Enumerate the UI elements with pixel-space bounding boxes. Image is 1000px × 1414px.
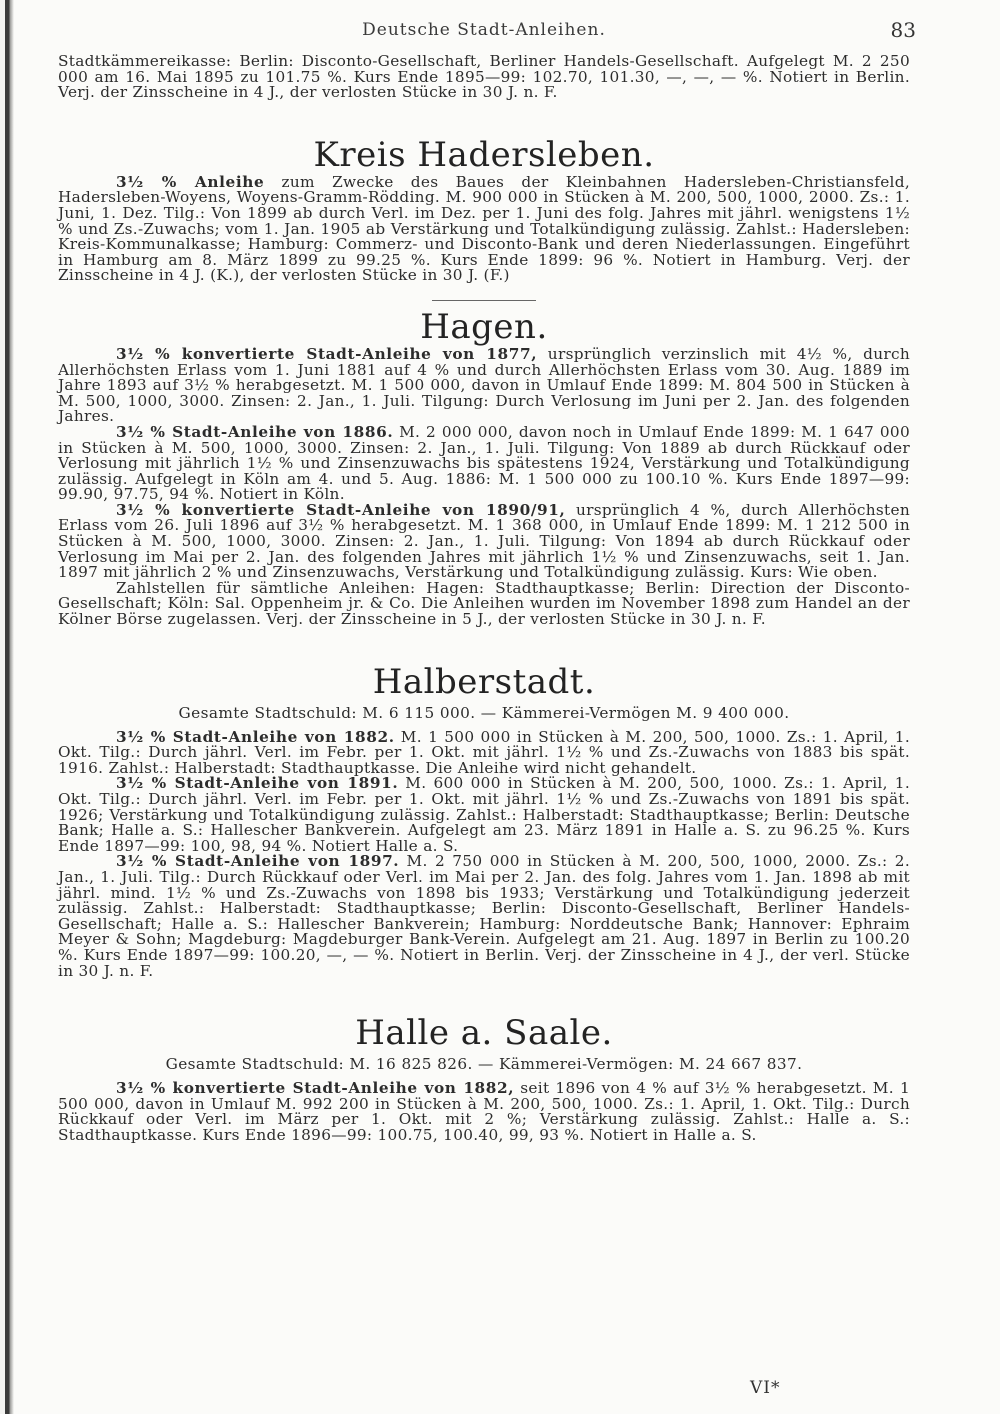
entry-text: ursprünglich 4 %, durch Allerhöchsten Erlass vom 26. Juli 1896 auf 3½ % herabgesetzt. M. 1 368 000, in Umlauf Ende 1899: M. 1 212 500 in Stücken à M. 500, 1000, 3000. Zinsen: 2. Jan., 1. Juli. Tilgung: Von 1894 ab durch Rückkauf oder Verlosung im Mai per 2. Jan. des folgenden Jahres mit jährlich 1½ % und Zinsenzuwachs, seit 1. Jan. 1897 mit jährlich 2 % und Zinsenzuwachs, Verstärkung und Totalkündigung zulässig. Kurs: Wie oben. [58, 500, 910, 582]
entry-heading: 3½ % Stadt-Anleihe von 1882. [116, 727, 395, 746]
entry-text: zum Zwecke des Baues der Kleinbahnen Hadersleben-Christiansfeld, Hadersleben-Woyens, Woyens-Gramm-Rödding. M. 900 000 in Stücken à M. 200, 500, 1000, 2000. Zs.: 1. Juni, 1. Dez. Tilg.: Von 1899 ab durch Verl. im Dez. per 1. Juni des folg. Jahres mit jährl. wenigstens 1½ % und Zs.-Zuwachs; vom 1. Jan. 1905 ab Verstärkung und Totalkündigung zulässig. Zahlst.: Hadersleben: Kreis-Kommunalkasse; Hamburg: Commerz- und Disconto-Bank und deren Niederlassungen. Eingeführt in Hamburg am 8. März 1899 zu 99.25 %. Kurs Ende 1899: 96 %. Notiert in Hamburg. Verj. der Zinsscheine in 4 J. (K.), der verlosten Stücke in 30 J. (F.) [58, 172, 910, 285]
entry-heading: 3½ % Stadt-Anleihe von 1891. [116, 774, 399, 793]
entry-paragraph [58, 776, 910, 854]
entry-text: M. 1 500 000 in Stücken à M. 200, 500, 1000. Zs.: 1. April, 1. Okt. Tilg.: Durch jährl. Verl. im Febr. per 1. Okt. mit jährl. 1½ % und Zs.-Zuwachs von 1883 bis spät. 1916. Zahlst.: Halberstadt: Stadthauptkasse. Die Anleihe wird nicht gehandelt. [58, 727, 910, 777]
entry-heading: 3½ % Stadt-Anleihe von 1897. [116, 852, 400, 871]
entry-paragraph [58, 172, 910, 285]
entry-heading: 3½ % Stadt-Anleihe von 1886. [116, 422, 394, 441]
entry-text: M. 2 750 000 in Stücken à M. 200, 500, 1000, 2000. Zs.: 2. Jan., 1. Juli. Tilg.: Durch Rückkauf oder Verl. im Mai per 2. Jan. des folg. Jahres vom 1. Jan. 1898 ab mit jährl. mind. 1½ % und Zs.-Zuwachs von 1898 bis 1933; Verstärkung und Totalkündigung jederzeit zulässig. Zahlst.: Halberstadt: Stadthauptkasse; Berlin: Disconto-Gesellschaft, Berliner Handels-Gesellschaft; Halle a. S.: Hallescher Bankverein; Hamburg: Norddeutsche Bank; Hannover: Ephraim Meyer & Sohn; Magdeburg: Magdeburger Bank-Verein. Aufgelegt am 21. Aug. 1897 in Berlin zu 100.20 %. Kurs Ende 1897—99: 100.20, —, — %. Notiert in Berlin. Verj. der Zinsscheine in 4 J., der verl. Stücke in 30 J. n. F. [58, 852, 910, 980]
entry-paragraph [58, 422, 910, 504]
entry-paragraph [58, 854, 910, 979]
running-title: Deutsche Stadt-Anleihen. [362, 20, 606, 40]
page-number: 83 [890, 18, 916, 42]
section-summary: Gesamte Stadtschuld: M. 6 115 000. — Kämmerei-Vermögen M. 9 400 000. [178, 703, 790, 722]
scan-page-edge [0, 0, 14, 1414]
entry-text: seit 1896 von 4 % auf 3½ % herabgesetzt. M. 1 500 000, davon in Umlauf M. 992 200 in Stücken à M. 200, 500, 1000. Zs.: 1. April, 1. Okt. Tilg.: Durch Rückkauf oder Verl. im März per 1. Okt. mit 2 %; Verstärkung zulässig. Zahlst.: Halle a. S.: Stadthauptkasse. Kurs Ende 1896—99: 100.75, 100.40, 99, 93 %. Notiert in Halle a. S. [58, 1079, 910, 1144]
section-title-kreis-hadersleben: Kreis Hadersleben. [313, 134, 655, 175]
section-title-hagen: Hagen. [420, 306, 548, 347]
entry-heading: 3½ % konvertierte Stadt-Anleihe von 1882, [116, 1079, 515, 1098]
entry-text: ursprünglich verzinslich mit 4½ %, durch Allerhöchsten Erlass vom 1. Juni 1881 auf 4 % und durch Allerhöchsten Erlass vom 30. Aug. 1889 im Jahre 1893 auf 3½ % herabgesetzt. M. 1 500 000, davon in Umlauf Ende 1899: M. 804 500 in Stücken à M. 500, 1000, 3000. Zinsen: 2. Jan., 1. Juli. Tilgung: Durch Verlosung im Juni per 2. Jan. des folgenden Jahres. [58, 344, 910, 426]
section-divider [432, 300, 536, 301]
signature-mark: VI* [750, 1378, 781, 1398]
entry-heading: 3½ % konvertierte Stadt-Anleihe von 1890/91, [116, 500, 566, 519]
entry-heading: 3½ % konvertierte Stadt-Anleihe von 1877, [116, 344, 538, 363]
section-title-halle-saale: Halle a. Saale. [355, 1013, 613, 1054]
book-page [58, 14, 916, 1144]
entry-paragraph [58, 344, 910, 426]
entry-text: M. 2 000 000, davon noch in Umlauf Ende 1899: M. 1 647 000 in Stücken à M. 500, 1000, 3000. Zinsen: 2. Jan., 1. Juli. Tilgung: Von 1889 ab durch Rückkauf oder Verlosung mit jährlich 1½ % und Zinsenzuwachs bis spätestens 1924, Verstärkung und Totalkündigung zulässig. Aufgelegt in Köln am 4. und 5. Aug. 1886: M. 1 500 000 zu 100.10 %. Kurs Ende 1897—99: 99.90, 97.75, 94 %. Notiert in Köln. [58, 422, 910, 504]
section-title-halberstadt: Halberstadt. [372, 661, 596, 702]
entry-heading: 3½ % Anleihe [116, 172, 265, 191]
section-summary: Gesamte Stadtschuld: M. 16 825 826. — Kämmerei-Vermögen: M. 24 667 837. [165, 1055, 803, 1074]
entry-paragraph [58, 500, 910, 582]
running-head [58, 14, 916, 48]
entry-text: M. 600 000 in Stücken à M. 200, 500, 1000. Zs.: 1. April, 1. Okt. Tilg.: Durch jährl. Verl. im Febr. per 1. Okt. mit jährl. 1½ % und Zs.-Zuwachs von 1891 bis spät. 1926; Verstärkung und Totalkündigung zulässig. Zahlst.: Halberstadt: Stadthauptkasse; Berlin: Deutsche Bank; Halle a. S.: Hallescher Bankverein. Aufgelegt am 23. März 1891 in Halle a. S. zu 96.25 %. Kurs Ende 1897—99: 100, 98, 94 %. Notiert Halle a. S. [58, 774, 911, 855]
entry-text: Zahlstellen für sämtliche Anleihen: Hagen: Stadthauptkasse; Berlin: Direction der Disconto-Gesellschaft; Köln: Sal. Oppenheim jr. & Co. Die Anleihen wurden im November 1898 zum Handel an der Kölner Börse zugelassen. Verj. der Zinsscheine in 5 J., der verlosten Stücke in 30 J. n. F. [58, 578, 910, 629]
entry-paragraph [58, 1081, 910, 1143]
entry-paragraph [58, 578, 910, 629]
entry-paragraph [58, 727, 910, 777]
intro-paragraph: Stadtkämmereikasse: Berlin: Disconto-Gesellschaft, Berliner Handels-Gesellschaft. Aufgelegt M. 2 250 000 am 16. Mai 1895 zu 101.75 %. Kurs Ende 1895—99: 102.70, 101.30, —, —, — %. Notiert in Berlin. Verj. der Zinsscheine in 4 J., der verlosten Stücke in 30 J. n. F. [58, 52, 910, 102]
